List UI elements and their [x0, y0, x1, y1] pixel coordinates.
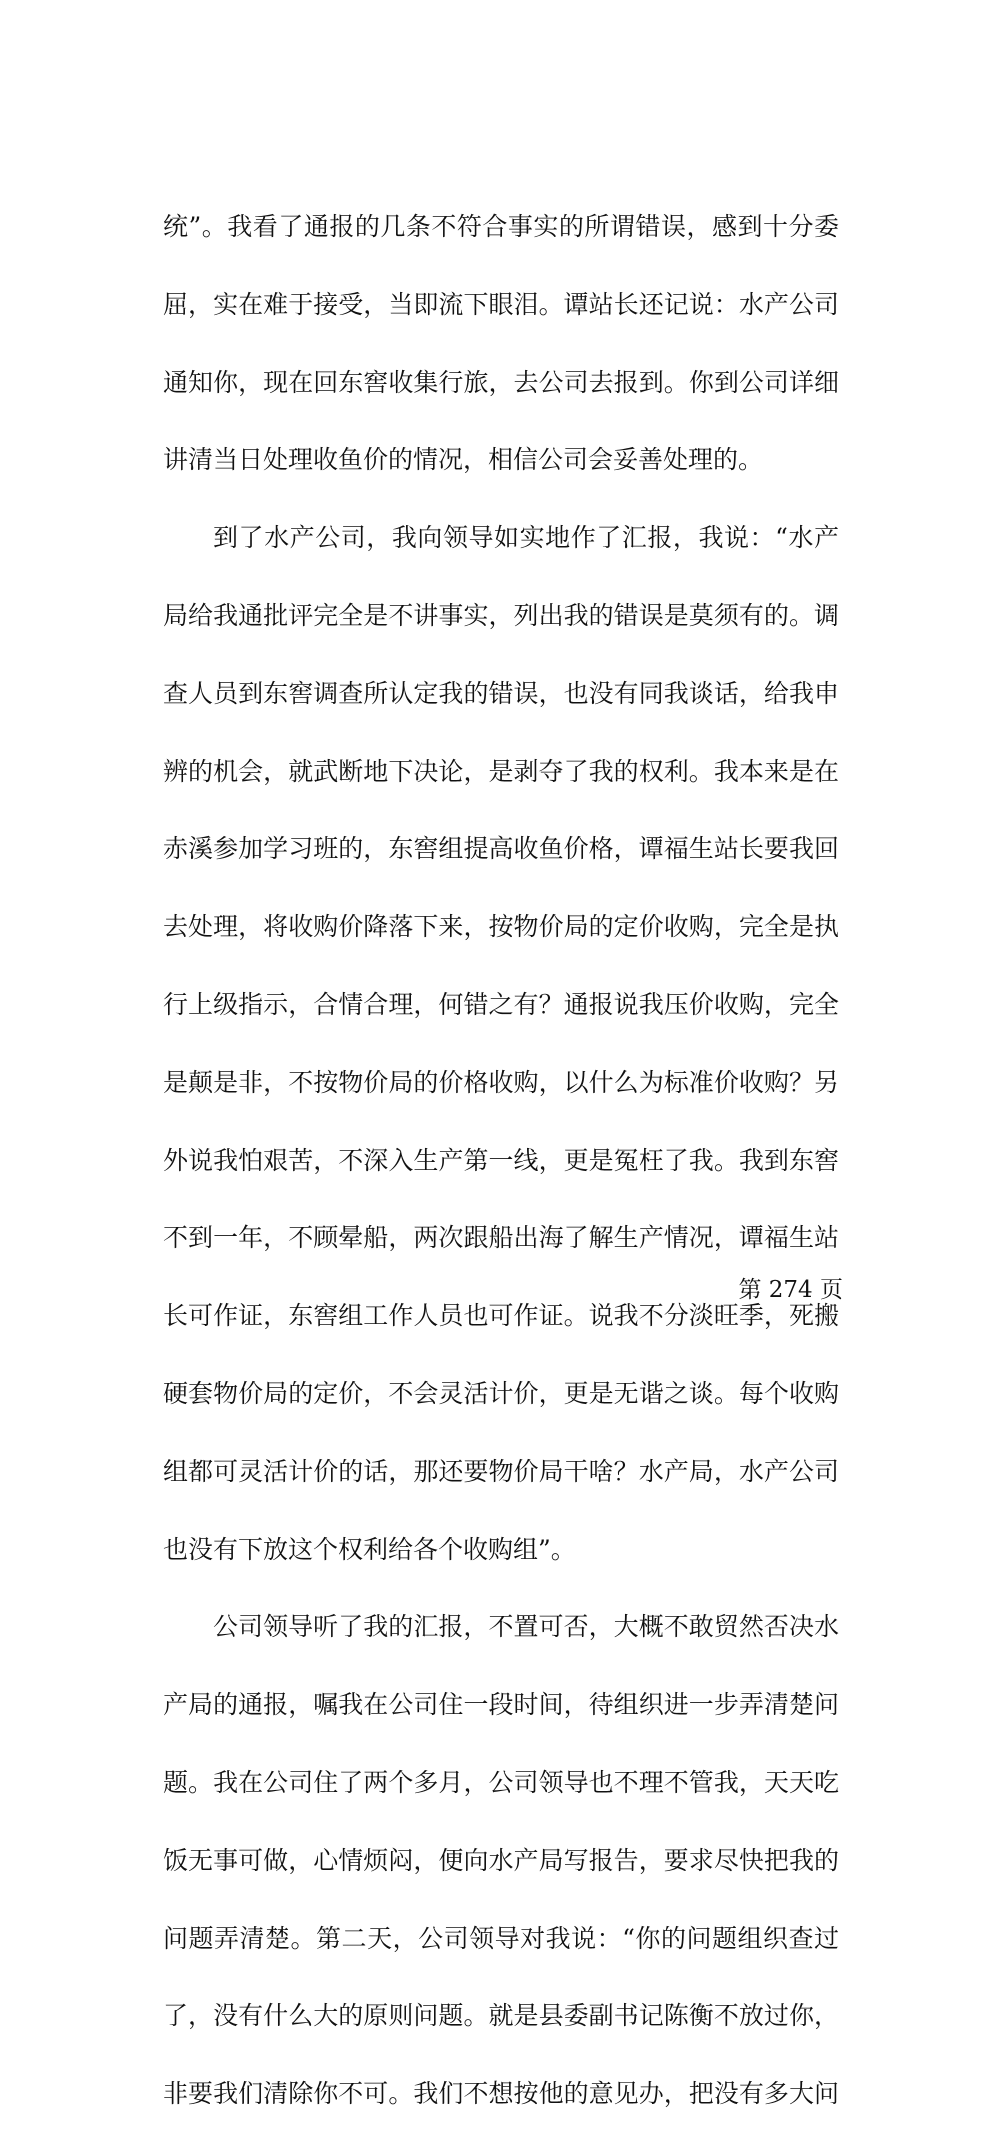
- text-line: 通知你，现在回东窖收集行旅，去公司去报到。你到公司详细: [163, 367, 839, 397]
- text-line: 饭无事可做，心情烦闷，便向水产局写报告，要求尽快把我的: [163, 1845, 839, 1875]
- text-line: 局给我通批评完全是不讲事实，列出我的错误是莫须有的。调: [163, 600, 839, 630]
- text-line: 行上级指示，合情合理，何错之有？通报说我压价收购，完全: [163, 989, 839, 1019]
- text-line: 题。我在公司住了两个多月，公司领导也不理不管我，天天吃: [163, 1767, 839, 1797]
- text-line: 不到一年，不顾晕船，两次跟船出海了解生产情况，谭福生站: [163, 1223, 839, 1253]
- text-line: 辨的机会，就武断地下决论，是剥夺了我的权利。我本来是在: [163, 756, 839, 786]
- text-line: 讲清当日处理收鱼价的情况，相信公司会妥善处理的。: [163, 445, 764, 475]
- text-line: 硬套物价局的定价，不会灵活计价，更是无谐之谈。每个收购: [163, 1378, 839, 1408]
- text-line: 长可作证，东窖组工作人员也可作证。说我不分淡旺季，死搬: [163, 1301, 839, 1331]
- text-line: 统”。我看了通报的几条不符合事实的所谓错误，感到十分委: [163, 212, 839, 241]
- page-number: 第 274 页: [738, 1277, 843, 1303]
- text-line: 查人员到东窖调查所认定我的错误，也没有同我谈话，给我申: [163, 678, 839, 708]
- document-body: [163, 176, 839, 2146]
- text-line: 产局的通报，嘱我在公司住一段时间，待组织进一步弄清楚问: [163, 1690, 839, 1720]
- text-line: 公司领导听了我的汇报，不置可否，大概不敢贸然否决水: [213, 1612, 839, 1642]
- text-line: 赤溪参加学习班的，东窖组提高收鱼价格，谭福生站长要我回: [163, 834, 839, 864]
- text-line: 非要我们清除你不可。我们不想按他的意见办，把没有多大问: [163, 2079, 839, 2109]
- text-line: 外说我怕艰苦，不深入生产第一线，更是冤枉了我。我到东窖: [163, 1145, 839, 1175]
- text-line: 组都可灵活计价的话，那还要物价局干啥？水产局，水产公司: [163, 1456, 839, 1486]
- text-line: 去处理，将收购价降落下来，按物价局的定价收购，完全是执: [163, 912, 839, 942]
- text-line: 问题弄清楚。第二天，公司领导对我说：“你的问题组织查过: [163, 1923, 839, 1953]
- text-line: 也没有下放这个权利给各个收购组”。: [163, 1534, 576, 1564]
- text-line: 是颠是非，不按物价局的价格收购，以什么为标准价收购？另: [163, 1067, 839, 1097]
- text-line: 屈，实在难于接受，当即流下眼泪。谭站长还记说：水产公司: [163, 289, 839, 319]
- text-line: 到了水产公司，我向领导如实地作了汇报，我说：“水产: [213, 523, 839, 553]
- text-line: 了，没有什么大的原则问题。就是县委副书记陈衡不放过你，: [163, 2001, 839, 2031]
